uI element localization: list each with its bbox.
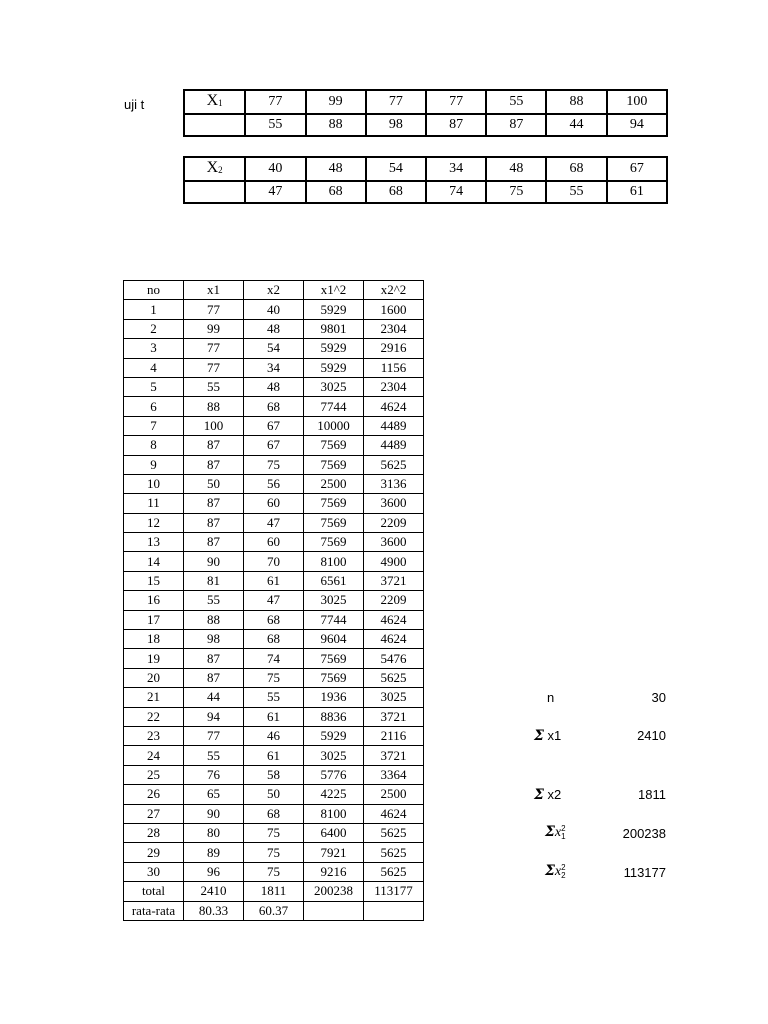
sum-x1-squared-value: 200238 <box>622 826 666 841</box>
table-row <box>124 552 424 571</box>
sum-x2-squared-sup: 2 <box>561 862 566 872</box>
x2-label: X <box>206 159 219 176</box>
cell-x2-squared: 3721 <box>364 571 424 590</box>
cell-no: 29 <box>124 843 184 862</box>
x2-label-cell <box>184 157 245 181</box>
cell-no: 7 <box>124 416 184 435</box>
cell-x2-squared: 5625 <box>364 843 424 862</box>
cell-x2: 68 <box>244 804 304 823</box>
table-row <box>124 610 424 629</box>
x1-row-2 <box>184 114 667 136</box>
cell-x1-squared: 9216 <box>304 862 364 881</box>
cell-x2: 34 <box>244 358 304 377</box>
cell-x1-squared: 5929 <box>304 726 364 745</box>
cell-no: 20 <box>124 668 184 687</box>
x1-cell: 44 <box>546 114 606 136</box>
x1-cell: 99 <box>306 90 366 114</box>
cell-x2-squared: 5476 <box>364 649 424 668</box>
x2-cell: 47 <box>245 181 305 203</box>
cell-x2-squared: 5625 <box>364 862 424 881</box>
cell-x2: 74 <box>244 649 304 668</box>
cell-x1: 55 <box>184 377 244 396</box>
x2-cell: 48 <box>486 157 546 181</box>
cell-x1-squared: 1936 <box>304 688 364 707</box>
cell-x1: 88 <box>184 397 244 416</box>
sum-x2-label <box>534 787 561 803</box>
x1-raw-table <box>183 89 668 137</box>
cell-x2: 68 <box>244 610 304 629</box>
cell-x2: 56 <box>244 474 304 493</box>
cell-x1-squared: 7744 <box>304 610 364 629</box>
table-row <box>124 804 424 823</box>
cell-x2: 60 <box>244 494 304 513</box>
cell-x2-squared: 2304 <box>364 377 424 396</box>
x1-label-cell <box>184 90 245 114</box>
mean-x2-squared <box>364 901 424 920</box>
cell-x1-squared: 7569 <box>304 649 364 668</box>
table-body <box>124 300 424 882</box>
cell-x2: 61 <box>244 571 304 590</box>
x2-cell: 61 <box>607 181 667 203</box>
cell-x2-squared: 5625 <box>364 455 424 474</box>
cell-x2: 68 <box>244 397 304 416</box>
header-x1: x1 <box>184 281 244 300</box>
table-row <box>124 494 424 513</box>
cell-no: 13 <box>124 533 184 552</box>
cell-x2: 40 <box>244 300 304 319</box>
cell-x2-squared: 2209 <box>364 513 424 532</box>
x2-cell: 55 <box>546 181 606 203</box>
sigma-icon: Σ <box>545 824 555 840</box>
x1-cell: 87 <box>426 114 486 136</box>
cell-no: 21 <box>124 688 184 707</box>
x2-empty-cell <box>184 181 245 203</box>
total-label: total <box>124 882 184 901</box>
cell-no: 11 <box>124 494 184 513</box>
cell-x1-squared: 7569 <box>304 494 364 513</box>
cell-x2-squared: 2209 <box>364 591 424 610</box>
cell-x1-squared: 2500 <box>304 474 364 493</box>
table-row <box>124 707 424 726</box>
header-x1-squared: x1^2 <box>304 281 364 300</box>
cell-no: 4 <box>124 358 184 377</box>
cell-no: 17 <box>124 610 184 629</box>
table-row <box>124 377 424 396</box>
x2-row-1 <box>184 157 667 181</box>
cell-x2: 50 <box>244 785 304 804</box>
table-header-row <box>124 281 424 300</box>
x2-label-sub: 2 <box>218 165 223 175</box>
x1-cell: 77 <box>426 90 486 114</box>
cell-x2: 67 <box>244 416 304 435</box>
cell-x1-squared: 5929 <box>304 358 364 377</box>
cell-x1-squared: 8100 <box>304 804 364 823</box>
cell-x1: 96 <box>184 862 244 881</box>
sum-x1-squared-label <box>545 824 566 841</box>
cell-x1-squared: 5776 <box>304 765 364 784</box>
cell-x1: 89 <box>184 843 244 862</box>
table-row <box>124 668 424 687</box>
cell-no: 3 <box>124 339 184 358</box>
cell-x1: 100 <box>184 416 244 435</box>
cell-x2: 47 <box>244 591 304 610</box>
cell-x2: 75 <box>244 862 304 881</box>
cell-x2-squared: 2116 <box>364 726 424 745</box>
cell-x1-squared: 5929 <box>304 300 364 319</box>
cell-no: 22 <box>124 707 184 726</box>
cell-x2-squared: 2304 <box>364 319 424 338</box>
cell-no: 9 <box>124 455 184 474</box>
x1-cell: 98 <box>366 114 426 136</box>
table-row <box>124 319 424 338</box>
cell-x2: 75 <box>244 843 304 862</box>
cell-x1: 77 <box>184 339 244 358</box>
cell-no: 26 <box>124 785 184 804</box>
cell-x1-squared: 10000 <box>304 416 364 435</box>
x2-cell: 68 <box>546 157 606 181</box>
cell-x2-squared: 4624 <box>364 630 424 649</box>
x2-cell: 48 <box>306 157 366 181</box>
total-row <box>124 882 424 901</box>
x2-cell: 40 <box>245 157 305 181</box>
cell-no: 12 <box>124 513 184 532</box>
x1-row-1 <box>184 90 667 114</box>
cell-no: 28 <box>124 823 184 842</box>
total-x1: 2410 <box>184 882 244 901</box>
cell-x1-squared: 6400 <box>304 823 364 842</box>
n-label: n <box>547 690 555 705</box>
cell-x1: 55 <box>184 591 244 610</box>
cell-x2: 47 <box>244 513 304 532</box>
sum-x1-squared-sup: 2 <box>561 823 566 833</box>
cell-no: 14 <box>124 552 184 571</box>
sum-x2-squared-label <box>545 863 566 880</box>
x1-cell: 88 <box>546 90 606 114</box>
cell-x1-squared: 9604 <box>304 630 364 649</box>
cell-no: 24 <box>124 746 184 765</box>
cell-no: 19 <box>124 649 184 668</box>
cell-x2: 61 <box>244 707 304 726</box>
cell-x1: 80 <box>184 823 244 842</box>
cell-x1: 87 <box>184 513 244 532</box>
total-x1-squared: 200238 <box>304 882 364 901</box>
x1-cell: 55 <box>245 114 305 136</box>
cell-no: 5 <box>124 377 184 396</box>
cell-x1: 88 <box>184 610 244 629</box>
cell-x2: 55 <box>244 688 304 707</box>
cell-x2-squared: 4489 <box>364 416 424 435</box>
header-no: no <box>124 281 184 300</box>
x2-cell: 75 <box>486 181 546 203</box>
table-row <box>124 630 424 649</box>
mean-x1-squared <box>304 901 364 920</box>
cell-x1-squared: 5929 <box>304 339 364 358</box>
mean-x2: 60.37 <box>244 901 304 920</box>
x1-cell: 87 <box>486 114 546 136</box>
cell-x2-squared: 3721 <box>364 707 424 726</box>
cell-x2-squared: 3364 <box>364 765 424 784</box>
table-row <box>124 397 424 416</box>
x1-cell: 55 <box>486 90 546 114</box>
table-row <box>124 765 424 784</box>
cell-no: 1 <box>124 300 184 319</box>
cell-x2: 75 <box>244 668 304 687</box>
cell-x1-squared: 8100 <box>304 552 364 571</box>
cell-x2: 68 <box>244 630 304 649</box>
table-row <box>124 785 424 804</box>
cell-x1-squared: 7569 <box>304 668 364 687</box>
x1-cell: 88 <box>306 114 366 136</box>
cell-x1: 77 <box>184 358 244 377</box>
cell-x1: 81 <box>184 571 244 590</box>
cell-no: 2 <box>124 319 184 338</box>
sum-x2-squared-value: 113177 <box>623 865 666 880</box>
cell-x2-squared: 3721 <box>364 746 424 765</box>
mean-row <box>124 901 424 920</box>
cell-x1: 55 <box>184 746 244 765</box>
cell-x2: 75 <box>244 455 304 474</box>
cell-x1: 87 <box>184 668 244 687</box>
cell-no: 23 <box>124 726 184 745</box>
total-x2-squared: 113177 <box>364 882 424 901</box>
header-x2: x2 <box>244 281 304 300</box>
cell-x1: 65 <box>184 785 244 804</box>
table-row <box>124 513 424 532</box>
x1-label-sub: 1 <box>218 98 223 108</box>
sum-x2-text: x2 <box>547 787 562 802</box>
cell-x1: 44 <box>184 688 244 707</box>
sigma-icon: Σ <box>534 787 544 803</box>
cell-no: 27 <box>124 804 184 823</box>
x1-empty-cell <box>184 114 245 136</box>
cell-x2-squared: 3025 <box>364 688 424 707</box>
table-row <box>124 591 424 610</box>
sigma-icon: Σ <box>534 728 544 744</box>
cell-x1: 90 <box>184 552 244 571</box>
cell-x1-squared: 7569 <box>304 455 364 474</box>
cell-no: 25 <box>124 765 184 784</box>
cell-x2-squared: 4624 <box>364 397 424 416</box>
cell-x2: 61 <box>244 746 304 765</box>
x2-row-2 <box>184 181 667 203</box>
cell-x2-squared: 4900 <box>364 552 424 571</box>
cell-x1-squared: 7569 <box>304 513 364 532</box>
cell-x1: 87 <box>184 649 244 668</box>
table-row <box>124 571 424 590</box>
cell-x1: 87 <box>184 533 244 552</box>
cell-x1-squared: 7569 <box>304 533 364 552</box>
cell-x2: 46 <box>244 726 304 745</box>
table-row <box>124 862 424 881</box>
sum-x1-squared-var: x <box>554 825 562 840</box>
sum-x1-text: x1 <box>547 728 562 743</box>
mean-x1: 80.33 <box>184 901 244 920</box>
x1-label: X <box>206 92 219 109</box>
cell-x1-squared: 9801 <box>304 319 364 338</box>
cell-x2: 70 <box>244 552 304 571</box>
table-row <box>124 688 424 707</box>
uji-t-label: uji t <box>124 97 145 112</box>
cell-x1-squared: 7744 <box>304 397 364 416</box>
table-row <box>124 416 424 435</box>
cell-x2-squared: 3600 <box>364 494 424 513</box>
x1-cell: 94 <box>607 114 667 136</box>
table-row <box>124 300 424 319</box>
header-x2-squared: x2^2 <box>364 281 424 300</box>
cell-x2: 58 <box>244 765 304 784</box>
cell-no: 6 <box>124 397 184 416</box>
x2-raw-table <box>183 156 668 204</box>
cell-x1: 99 <box>184 319 244 338</box>
x2-cell: 74 <box>426 181 486 203</box>
table-row <box>124 358 424 377</box>
sum-x2-value: 1811 <box>638 787 666 802</box>
cell-x2-squared: 2916 <box>364 339 424 358</box>
sum-x1-value: 2410 <box>637 728 666 743</box>
table-row <box>124 843 424 862</box>
total-x2: 1811 <box>244 882 304 901</box>
cell-x2-squared: 2500 <box>364 785 424 804</box>
cell-x1-squared: 3025 <box>304 591 364 610</box>
table-row <box>124 436 424 455</box>
cell-x2: 48 <box>244 319 304 338</box>
cell-x1-squared: 8836 <box>304 707 364 726</box>
cell-no: 16 <box>124 591 184 610</box>
sum-x1-squared-sub: 1 <box>561 831 566 841</box>
x1-cell: 77 <box>366 90 426 114</box>
cell-x1: 87 <box>184 436 244 455</box>
cell-x2: 67 <box>244 436 304 455</box>
cell-x1: 77 <box>184 300 244 319</box>
table-row <box>124 533 424 552</box>
cell-no: 8 <box>124 436 184 455</box>
x2-cell: 54 <box>366 157 426 181</box>
x2-cell: 68 <box>366 181 426 203</box>
cell-x2-squared: 5625 <box>364 823 424 842</box>
cell-no: 10 <box>124 474 184 493</box>
cell-no: 18 <box>124 630 184 649</box>
cell-x2: 75 <box>244 823 304 842</box>
cell-x1: 90 <box>184 804 244 823</box>
cell-x1-squared: 3025 <box>304 377 364 396</box>
cell-x2-squared: 3600 <box>364 533 424 552</box>
x2-cell: 68 <box>306 181 366 203</box>
cell-x1: 94 <box>184 707 244 726</box>
cell-x1: 87 <box>184 494 244 513</box>
cell-x1-squared: 7569 <box>304 436 364 455</box>
cell-x1-squared: 3025 <box>304 746 364 765</box>
sum-x2-squared-sub: 2 <box>561 870 566 880</box>
cell-x2: 54 <box>244 339 304 358</box>
table-row <box>124 339 424 358</box>
sigma-icon: Σ <box>545 863 555 879</box>
cell-x1: 77 <box>184 726 244 745</box>
cell-x1: 87 <box>184 455 244 474</box>
cell-x2-squared: 1156 <box>364 358 424 377</box>
cell-x2-squared: 1600 <box>364 300 424 319</box>
table-row <box>124 649 424 668</box>
table-row <box>124 455 424 474</box>
x2-cell: 34 <box>426 157 486 181</box>
sum-x2-squared-var: x <box>554 864 562 879</box>
cell-x1: 50 <box>184 474 244 493</box>
cell-x2-squared: 4624 <box>364 610 424 629</box>
n-value: 30 <box>651 690 666 705</box>
cell-no: 30 <box>124 862 184 881</box>
x1-cell: 100 <box>607 90 667 114</box>
table-row <box>124 474 424 493</box>
x1-cell: 77 <box>245 90 305 114</box>
x2-cell: 67 <box>607 157 667 181</box>
table-row <box>124 726 424 745</box>
cell-x2: 60 <box>244 533 304 552</box>
table-row <box>124 823 424 842</box>
cell-x1-squared: 7921 <box>304 843 364 862</box>
cell-x1: 98 <box>184 630 244 649</box>
cell-x2-squared: 5625 <box>364 668 424 687</box>
computation-table <box>123 280 424 921</box>
cell-no: 15 <box>124 571 184 590</box>
cell-x1: 76 <box>184 765 244 784</box>
table-row <box>124 746 424 765</box>
cell-x2-squared: 4624 <box>364 804 424 823</box>
sum-x1-label <box>534 728 561 744</box>
cell-x2-squared: 3136 <box>364 474 424 493</box>
cell-x1-squared: 4225 <box>304 785 364 804</box>
cell-x2: 48 <box>244 377 304 396</box>
cell-x1-squared: 6561 <box>304 571 364 590</box>
cell-x2-squared: 4489 <box>364 436 424 455</box>
mean-label: rata-rata <box>124 901 184 920</box>
